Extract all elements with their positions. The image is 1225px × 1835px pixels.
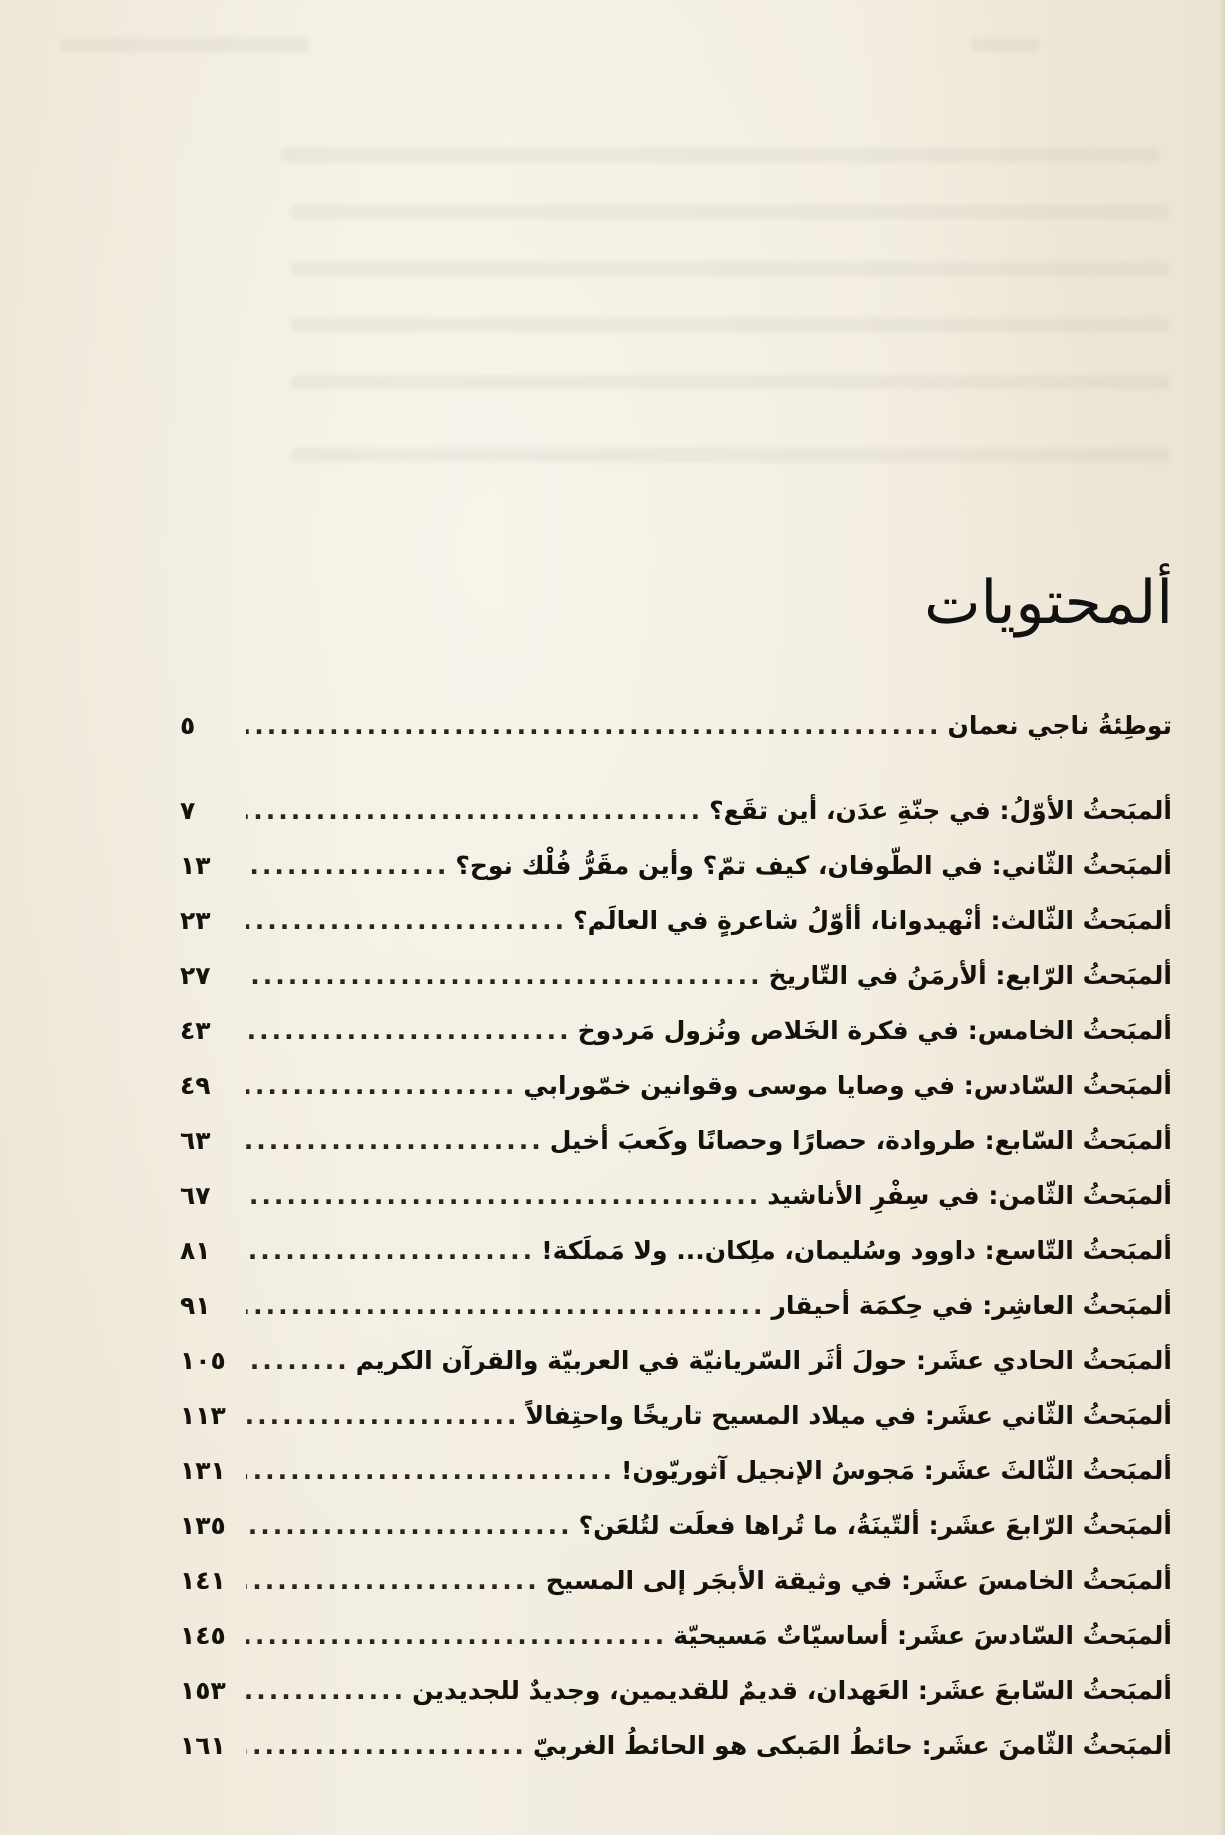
toc-leader-dots bbox=[246, 1003, 572, 1058]
toc-entry[interactable] bbox=[180, 1223, 1172, 1278]
toc-entry-page: ١٣١ bbox=[180, 1456, 226, 1485]
toc-entry[interactable] bbox=[180, 893, 1172, 948]
toc-entry[interactable] bbox=[180, 1498, 1172, 1553]
toc-entry-page: ٤٩ bbox=[180, 1071, 211, 1100]
toc-entry-title: ألمبَحثُ الرّابعَ عشَر: ألتّينَةُ، ما تُراها فعلَت لتُلعَن؟ bbox=[578, 1511, 1172, 1540]
toc-entry-title: ألمبَحثُ الأوّلُ: في جنّةِ عدَن، أين تقَع؟ bbox=[709, 796, 1172, 825]
toc-leader-dots bbox=[246, 1113, 544, 1168]
toc-entry[interactable] bbox=[180, 1113, 1172, 1168]
toc-leader-dots bbox=[246, 1718, 527, 1773]
toc-entry[interactable] bbox=[180, 698, 1172, 753]
toc-leader-dots bbox=[246, 1498, 573, 1553]
toc-entry-page: ١٤١ bbox=[180, 1566, 226, 1595]
toc-entry-title: ألمبَحثُ التّاسع: داوود وسُليمان، ملِكان... ولا مَملَكة! bbox=[541, 1236, 1172, 1265]
toc-entry-page: ٩١ bbox=[180, 1291, 211, 1320]
toc-entry-title: توطِئةُ ناجي نعمان bbox=[947, 711, 1172, 740]
toc-entry-page: ٦٧ bbox=[180, 1181, 211, 1210]
toc-leader-dots bbox=[246, 1608, 667, 1663]
toc-entry[interactable] bbox=[180, 1058, 1172, 1113]
toc-entry-title: ألمبَحثُ العاشِر: في حِكمَة أحيقار bbox=[771, 1291, 1172, 1320]
toc-entry[interactable] bbox=[180, 1388, 1172, 1443]
toc-entry-title: ألمبَحثُ الخامسَ عشَر: في وثيقة الأبجَر إلى المسيح bbox=[545, 1566, 1172, 1595]
toc-entry-page: ١٤٥ bbox=[180, 1621, 226, 1650]
toc-leader-dots bbox=[246, 1278, 765, 1333]
toc-entry-page: ١٦١ bbox=[180, 1731, 226, 1760]
toc-entry-title: ألمبَحثُ الثّاني عشَر: في ميلاد المسيح تاريخًا واحتِفالاً bbox=[525, 1401, 1172, 1430]
toc-entry[interactable] bbox=[180, 1608, 1172, 1663]
toc-entry-page: ١٠٥ bbox=[180, 1346, 226, 1375]
toc-entry-title: ألمبَحثُ الثّاني: في الطّوفان، كيف تمّ؟ وأين مقَرُّ فُلْك نوح؟ bbox=[455, 851, 1172, 880]
toc-leader-dots bbox=[246, 698, 942, 753]
toc-leader-dots bbox=[246, 1168, 761, 1223]
toc-entry-title: ألمبَحثُ الثّالث: أنْهيدوانا، أأوّلُ شاعرةٍ في العالَم؟ bbox=[573, 906, 1172, 935]
toc-entry-title: ألمبَحثُ السّابع: طروادة، حصارًا وحصانًا وكَعبَ أخيل bbox=[549, 1126, 1172, 1155]
toc-entry-title: ألمبَحثُ السّادس: في وصايا موسى وقوانين خمّورابي bbox=[523, 1071, 1172, 1100]
toc-entry-page: ٦٣ bbox=[180, 1126, 211, 1155]
toc-entry[interactable] bbox=[180, 1168, 1172, 1223]
toc-entry-page: ٢٣ bbox=[180, 906, 211, 935]
toc-entry-title: ألمبَحثُ الثّامنَ عشَر: حائطُ المَبكى هو الحائطُ الغربيّ bbox=[532, 1731, 1172, 1760]
page-edge-shadow bbox=[1219, 0, 1225, 1835]
toc-leader-dots bbox=[246, 1388, 520, 1443]
toc-entry-page: ٥ bbox=[180, 711, 196, 740]
toc-entry-page: ١٣ bbox=[180, 851, 211, 880]
toc-leader-dots bbox=[246, 1553, 540, 1608]
toc-leader-dots bbox=[246, 1223, 535, 1278]
toc-entry[interactable] bbox=[180, 838, 1172, 893]
toc-entry[interactable] bbox=[180, 1718, 1172, 1773]
toc-entry-title: ألمبَحثُ الرّابع: ألأرمَنُ في التّاريخ bbox=[768, 961, 1172, 990]
toc-leader-dots bbox=[246, 1058, 517, 1113]
toc-entry-title: ألمبَحثُ الثّالثَ عشَر: مَجوسُ الإنجيل آثوريّون! bbox=[621, 1456, 1172, 1485]
table-of-contents bbox=[180, 698, 1172, 1773]
show-through-text bbox=[0, 0, 1225, 520]
toc-leader-dots bbox=[246, 893, 567, 948]
toc-entry-title: ألمبَحثُ السّابعَ عشَر: العَهدان، قديمٌ للقديمين، وجديدٌ للجديدين bbox=[412, 1676, 1172, 1705]
toc-entry-page: ١٥٣ bbox=[180, 1676, 226, 1705]
toc-entry-page: ٧ bbox=[180, 796, 196, 825]
contents-heading: ألمحتويات bbox=[924, 568, 1173, 638]
toc-leader-dots bbox=[246, 1333, 350, 1388]
toc-entry-title: ألمبَحثُ الخامس: في فكرة الخَلاص ونُزول مَردوخ bbox=[577, 1016, 1172, 1045]
toc-entry-title: ألمبَحثُ السّادسَ عشَر: أساسيّاتٌ مَسيحيّة bbox=[673, 1621, 1172, 1650]
toc-entry-page: ٢٧ bbox=[180, 961, 211, 990]
toc-entry-title: ألمبَحثُ الثّامن: في سِفْرِ الأناشيد bbox=[767, 1181, 1172, 1210]
toc-leader-dots bbox=[246, 838, 449, 893]
toc-entry[interactable] bbox=[180, 783, 1172, 838]
toc-entry[interactable] bbox=[180, 948, 1172, 1003]
toc-leader-dots bbox=[246, 1443, 615, 1498]
toc-entry-page: ١٣٥ bbox=[180, 1511, 226, 1540]
toc-entry[interactable] bbox=[180, 1333, 1172, 1388]
toc-entry-page: ١١٣ bbox=[180, 1401, 226, 1430]
toc-leader-dots bbox=[246, 948, 763, 1003]
toc-entry[interactable] bbox=[180, 1553, 1172, 1608]
toc-entry[interactable] bbox=[180, 1003, 1172, 1058]
toc-entry[interactable] bbox=[180, 1663, 1172, 1718]
toc-entry[interactable] bbox=[180, 1278, 1172, 1333]
toc-entry[interactable] bbox=[180, 1443, 1172, 1498]
toc-leader-dots bbox=[246, 783, 703, 838]
toc-entry-title: ألمبَحثُ الحادي عشَر: حولَ أثَر السّريانيّة في العربيّة والقرآن الكريم bbox=[355, 1346, 1172, 1375]
toc-entry-page: ٤٣ bbox=[180, 1016, 211, 1045]
toc-entry-page: ٨١ bbox=[180, 1236, 211, 1265]
toc-leader-dots bbox=[246, 1663, 406, 1718]
